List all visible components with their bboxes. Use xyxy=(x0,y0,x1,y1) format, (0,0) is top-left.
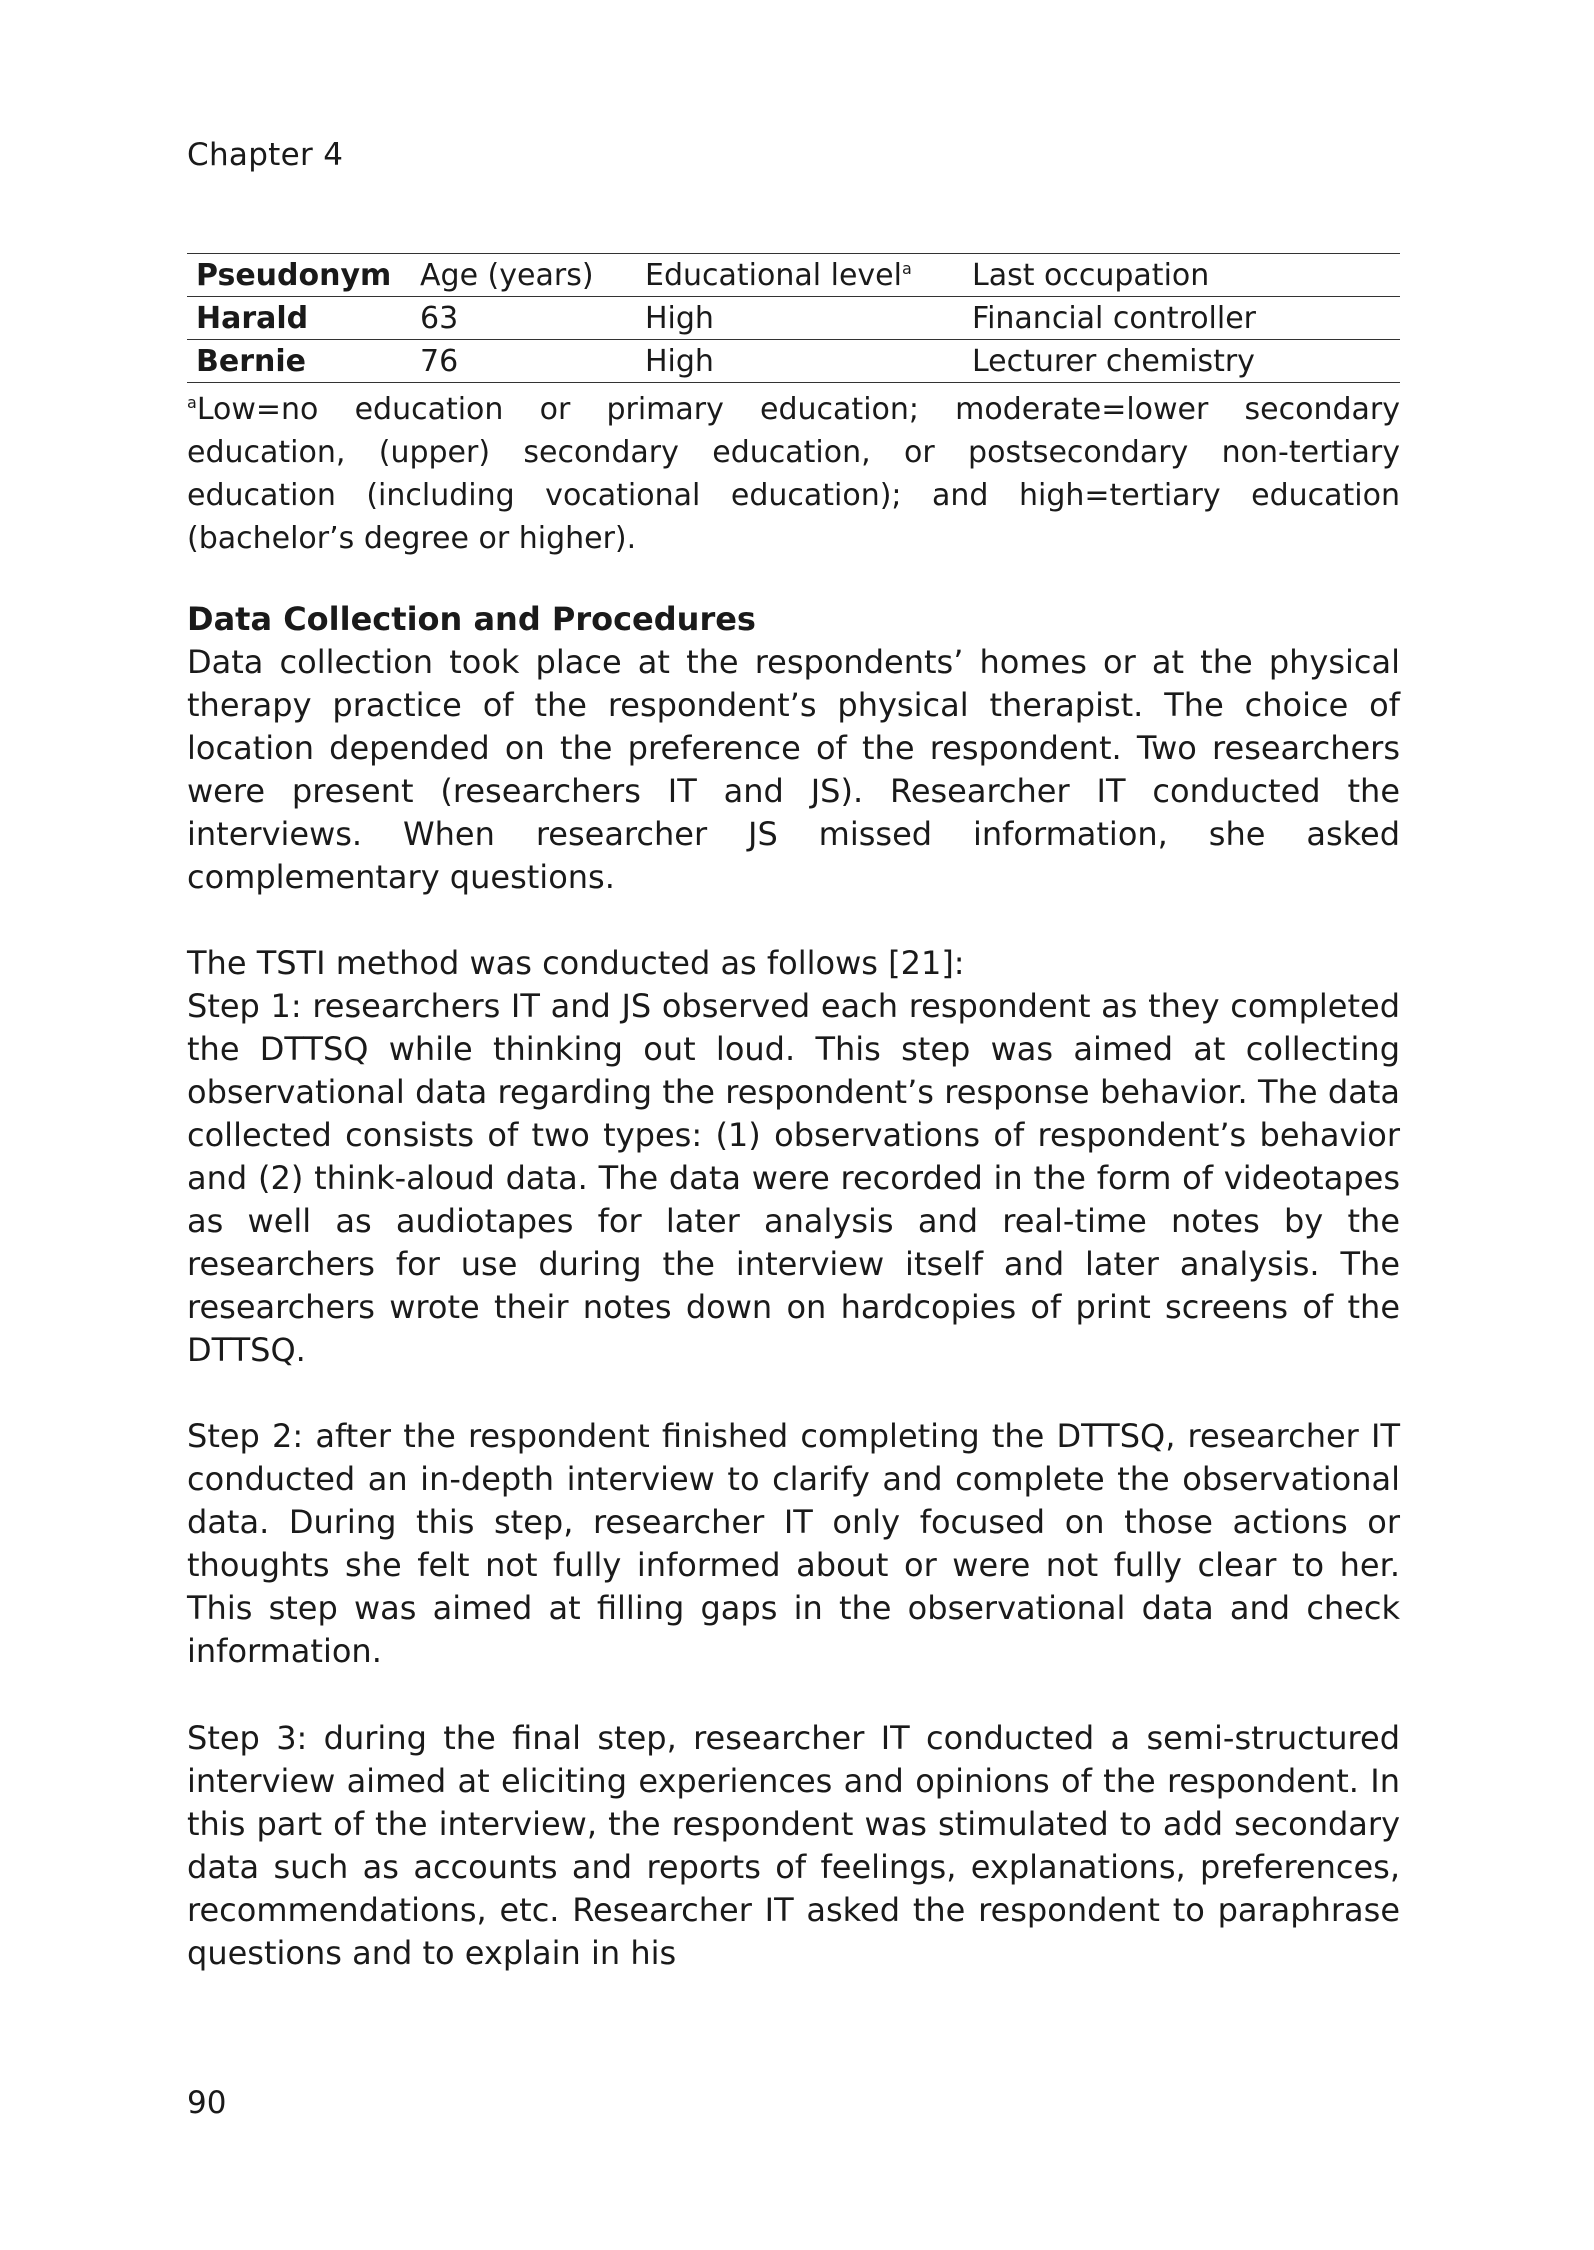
section-heading: Data Collection and Procedures xyxy=(187,600,756,638)
body-paragraph: The TSTI method was conducted as follows [21]: xyxy=(187,944,965,982)
footnote-marker: a xyxy=(901,258,912,278)
table-cell-education: High xyxy=(645,300,714,336)
table-cell-pseudonym: Bernie xyxy=(196,343,306,379)
table-footnote-text: Low=no education or primary education; moderate=lower secondary education, (upper) secondary education, or postsecondary non-tertiary education (including vocational education); and high=tertiary education (bachelor’s degree or higher). xyxy=(187,392,1400,556)
table-footnote xyxy=(187,388,1400,560)
body-paragraph: Step 1: researchers IT and JS observed each respondent as they completed the DTTSQ while thinking out loud. This step was aimed at collecting observational data regarding the respondent’s response behavior. The data collected consists of two types: (1) observations of respondent’s behavior and (2) think-aloud data. The data were recorded in the form of videotapes as well as audiotapes for later analysis and real-time notes by the researchers for use during the interview itself and later analysis. The researchers wrote their notes down on hardcopies of print screens of the DTTSQ. xyxy=(187,987,1400,1369)
page-number: 90 xyxy=(187,2085,227,2121)
table-header-cell: Pseudonym xyxy=(196,257,392,293)
table-cell-pseudonym: Harald xyxy=(196,300,309,336)
table-cell-age: 76 xyxy=(420,343,459,379)
table-cell-age: 63 xyxy=(420,300,459,336)
footnote-marker: a xyxy=(187,393,197,412)
table-cell-occupation: Lecturer chemistry xyxy=(972,343,1255,379)
table-cell-education: High xyxy=(645,343,714,379)
table-header-row xyxy=(187,254,1400,297)
table-cell-occupation: Financial controller xyxy=(972,300,1257,336)
table-header-cell xyxy=(645,254,972,297)
body-paragraph: Step 2: after the respondent finished completing the DTTSQ, researcher IT conducted an in-depth interview to clarify and complete the observational data. During this step, researcher IT only focused on those actions or thoughts she felt not fully informed about or were not fully clear to her. This step was aimed at filling gaps in the observational data and check information. xyxy=(187,1417,1400,1670)
respondent-table xyxy=(187,253,1400,383)
table-row xyxy=(187,297,1400,340)
running-head: Chapter 4 xyxy=(187,137,344,173)
table-header-label: Educational level xyxy=(645,257,902,293)
table-header-cell: Age (years) xyxy=(420,257,594,293)
body-paragraph: Step 3: during the final step, researcher IT conducted a semi-structured interview aimed at eliciting experiences and opinions of the respondent. In this part of the interview, the respondent was stimulated to add secondary data such as accounts and reports of feelings, explanations, preferences, recommendations, etc. Researcher IT asked the respondent to paraphrase questions and to explain in his xyxy=(187,1719,1400,1972)
table-header-cell: Last occupation xyxy=(972,257,1210,293)
body-paragraph: Data collection took place at the respondents’ homes or at the physical therapy practice of the respondent’s physical therapist. The choice of location depended on the preference of the respondent. Two researchers were present (researchers IT and JS). Researcher IT conducted the interviews. When researcher JS missed information, she asked complementary questions. xyxy=(187,643,1400,896)
table-row xyxy=(187,340,1400,383)
